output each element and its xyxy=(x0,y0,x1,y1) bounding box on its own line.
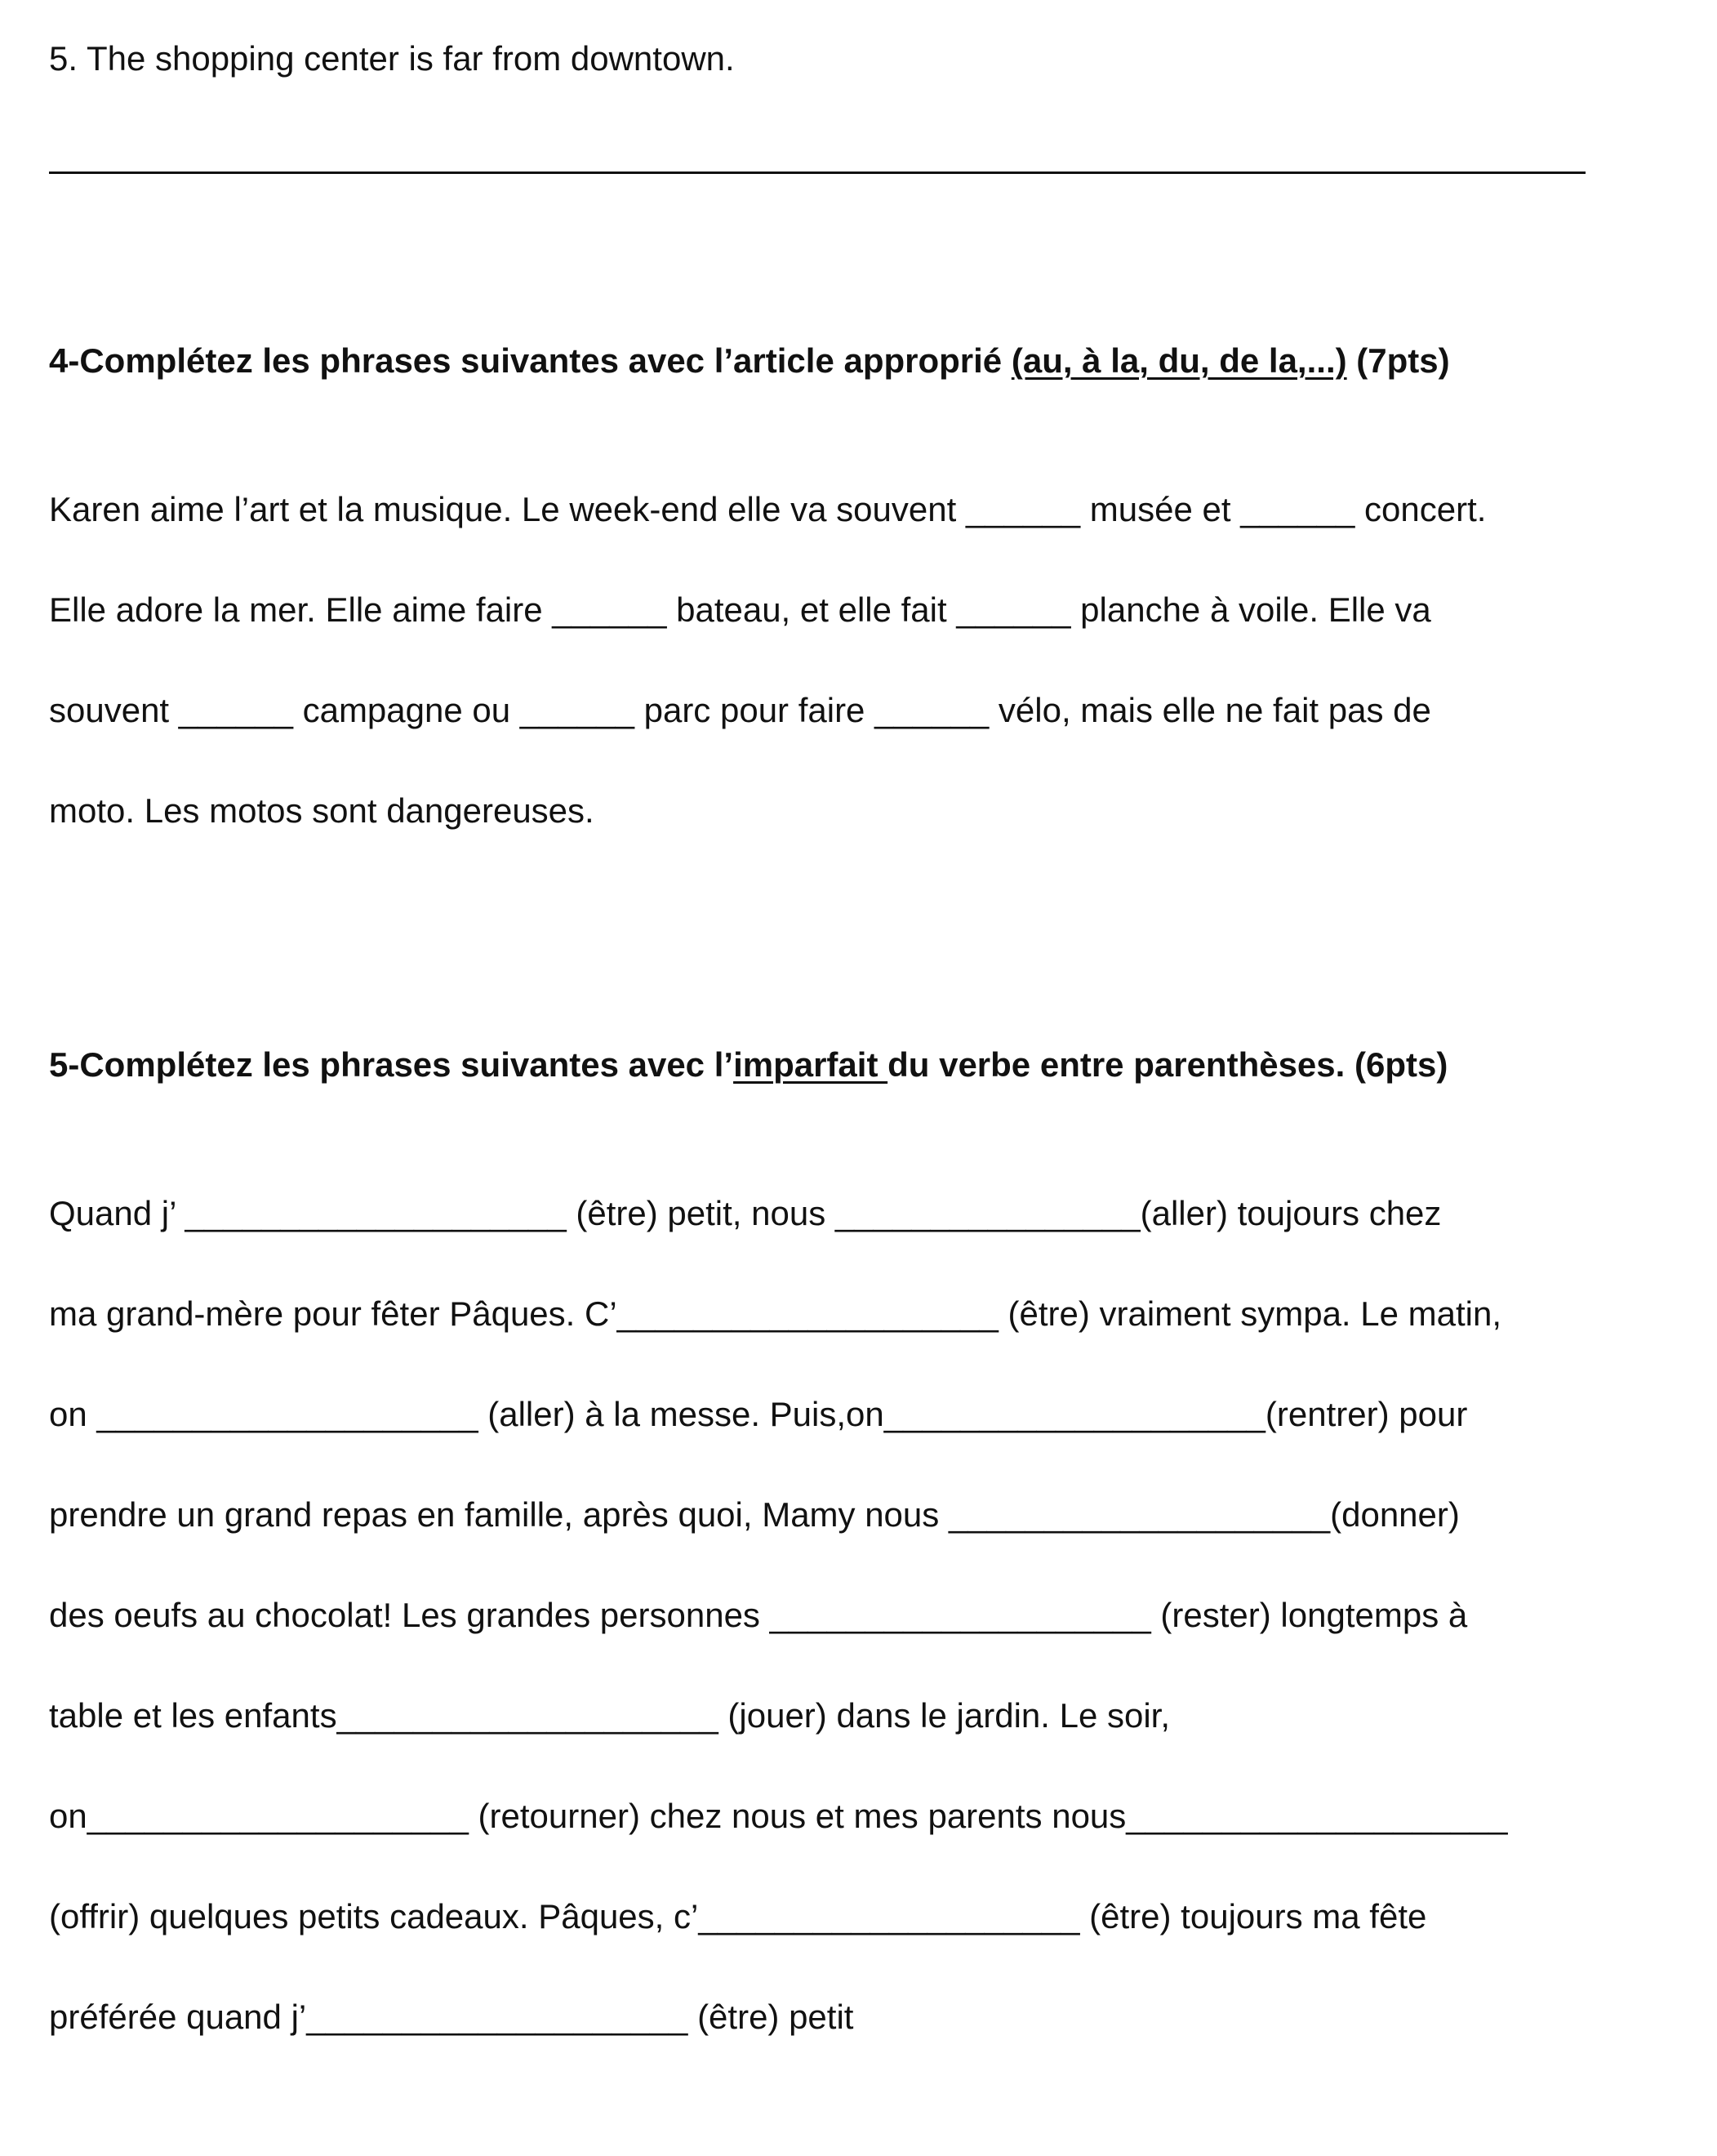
section-5-line-1: Quand j’ ____________________ (être) petit, nous ________________(aller) toujours chez xyxy=(49,1194,1442,1232)
section-5-title-rest: du verbe entre parenthèses. (6pts) xyxy=(887,1045,1448,1084)
section-4-title-articles: (au, à la, du, de la,...) xyxy=(1011,341,1347,380)
section-4-title-text: 4-Complétez les phrases suivantes avec l’article approprié xyxy=(49,341,1012,380)
section-5-title-text: 5-Complétez les phrases suivantes avec l’ xyxy=(49,1045,734,1084)
section-5-line-9: préférée quand j’____________________ (être) petit xyxy=(49,1998,854,2036)
exercise-item-5: 5. The shopping center is far from downtown. xyxy=(49,39,735,78)
section-5-line-4: prendre un grand repas en famille, après quoi, Mamy nous ____________________(donner) xyxy=(49,1495,1460,1534)
section-5-line-2: ma grand-mère pour fêter Pâques. C’____________________ (être) vraiment sympa. Le matin, xyxy=(49,1294,1502,1333)
section-5-title-imparfait: imparfait xyxy=(733,1045,888,1084)
section-4-title xyxy=(49,338,1450,384)
section-5-title xyxy=(49,1042,1448,1088)
section-4-title-points: (7pts) xyxy=(1346,341,1450,380)
section-5-line-8: (offrir) quelques petits cadeaux. Pâques, c’____________________ (être) toujours ma fête xyxy=(49,1897,1427,1936)
section-5-line-3: on ____________________ (aller) à la messe. Puis,on____________________(rentrer) pour xyxy=(49,1395,1468,1433)
section-5-line-7: on____________________ (retourner) chez nous et mes parents nous____________________ xyxy=(49,1797,1508,1835)
section-5-line-5: des oeufs au chocolat! Les grandes personnes ____________________ (rester) longtemps à xyxy=(49,1596,1468,1634)
section-4-line-2: Elle adore la mer. Elle aime faire ______ bateau, et elle fait ______ planche à voile. Elle va xyxy=(49,590,1431,629)
section-4-line-3: souvent ______ campagne ou ______ parc pour faire ______ vélo, mais elle ne fait pas de xyxy=(49,691,1431,729)
section-4-line-4: moto. Les motos sont dangereuses. xyxy=(49,791,594,830)
section-5-line-6: table et les enfants____________________ (jouer) dans le jardin. Le soir, xyxy=(49,1696,1171,1735)
answer-line xyxy=(49,172,1586,174)
section-4-line-1: Karen aime l’art et la musique. Le week-end elle va souvent ______ musée et ______ concert. xyxy=(49,490,1487,528)
